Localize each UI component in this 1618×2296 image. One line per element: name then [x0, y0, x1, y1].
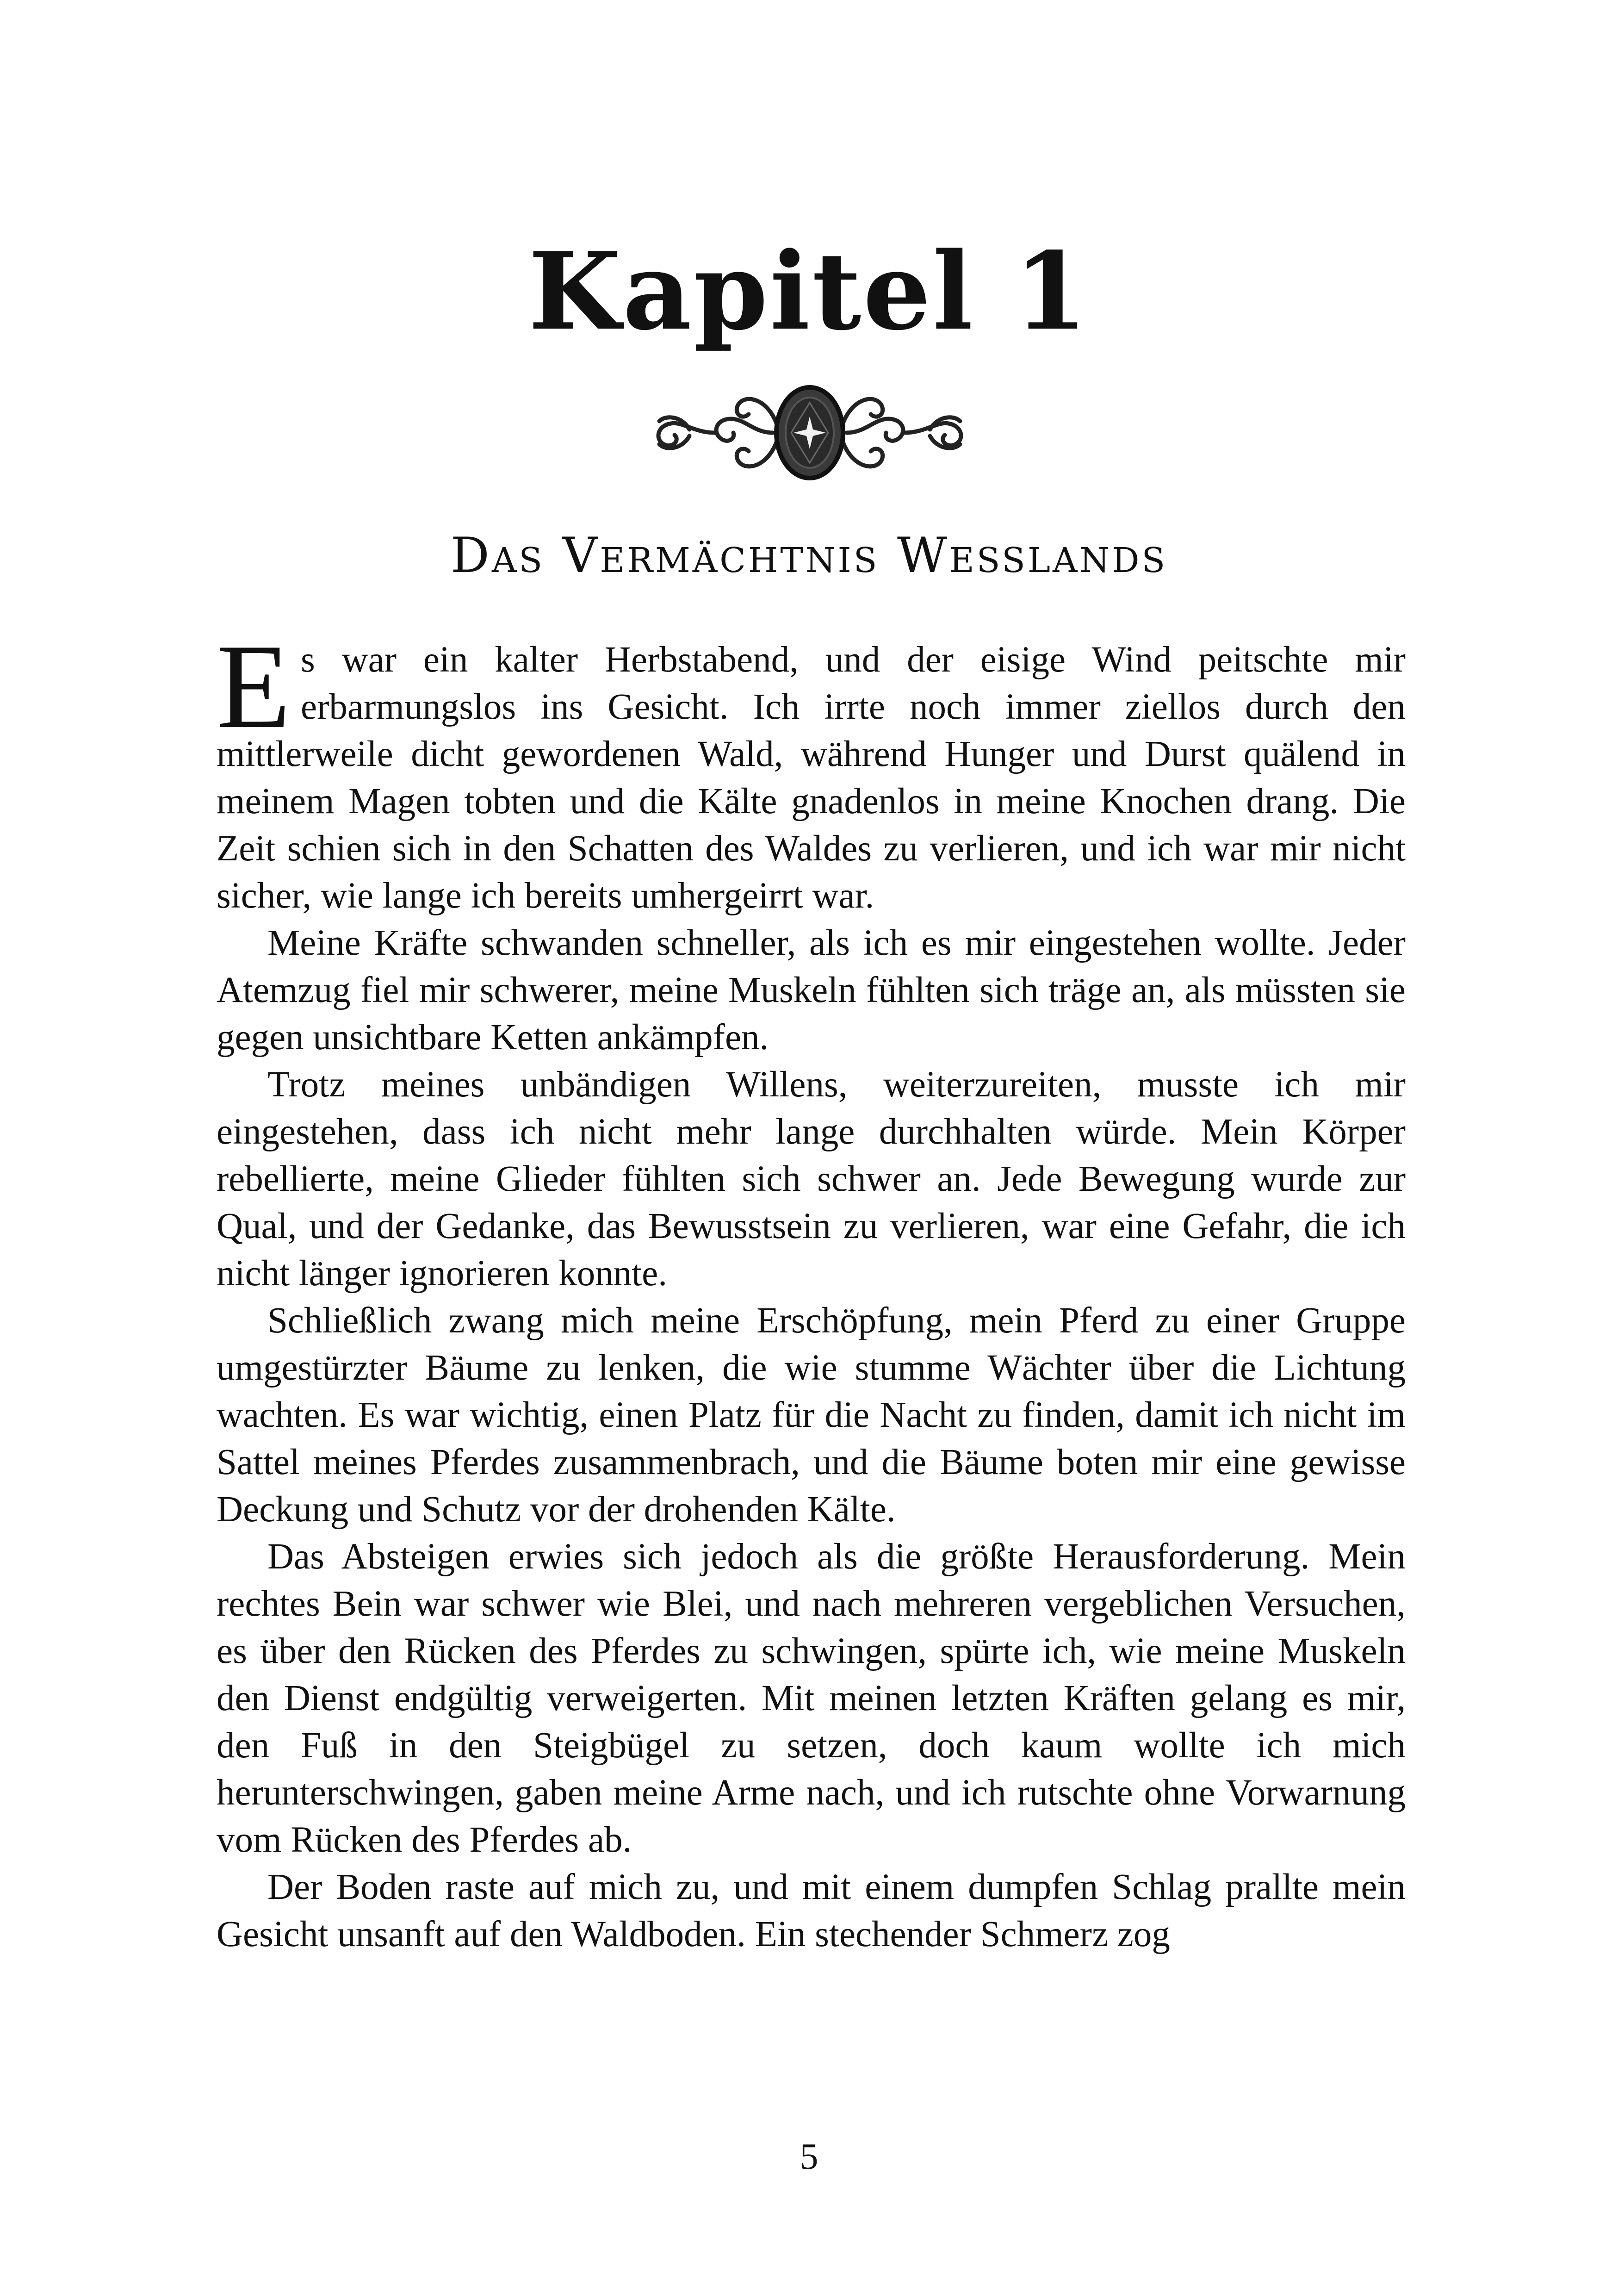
paragraph: Das Absteigen erwies sich jedoch als die größte Herausforderung. Mein rechtes Bein war schwer wie Blei, und nach mehreren vergeblichen Versuchen, es über den Rücken des Pferdes zu schwingen, spürte ich, wie meine Muskeln den Dienst endgültig verweigerten. Mit meinen letzten Kräften gelang es mir, den Fuß in den Steigbügel zu setzen, doch kaum wollte ich mich herunterschwingen, gaben meine Arme nach, und ich rutschte ohne Vorwarnung vom Rücken des Pferdes ab. — [217, 1537, 1406, 1860]
chapter-subtitle: Das Vermächtnis Wesslands — [450, 527, 1168, 584]
paragraph-text: s war ein kalter Herbstabend, und der eisige Wind peitschte mir erbarmungslos ins Gesicht. Ich irrte noch immer ziellos durch den mittlerweile dicht gewordenen Wald, während Hunger und Durst quälend in meinem Magen tobten und die Kälte gnadenlos in meine Knochen drang. Die Zeit schien sich in den Schatten des Waldes zu verlieren, und ich war mir nicht sicher, wie lange ich bereits umhergeirrt war. — [217, 640, 1406, 916]
paragraph: Der Boden raste auf mich zu, und mit einem dumpfen Schlag prallte mein Gesicht unsanft auf den Waldboden. Ein stechender Schmerz zog — [217, 1867, 1406, 1954]
gem-scroll-ornament-icon — [639, 370, 981, 495]
paragraph: Schließlich zwang mich meine Erschöpfung, mein Pferd zu einer Gruppe umgestürzter Bäume zu lenken, die wie stumme Wächter über die Lichtung wachten. Es war wichtig, einen Platz für die Nacht zu finden, damit ich nicht im Sattel meines Pferdes zusammenbrach, und die Bäume boten mir eine gewisse Deckung und Schutz vor der drohenden Kälte. — [217, 1300, 1406, 1530]
page-number: 5 — [800, 2136, 818, 2177]
paragraph: Meine Kräfte schwanden schneller, als ich es mir eingestehen wollte. Jeder Atemzug fiel mir schwerer, meine Muskeln fühlten sich träge an, als müssten sie gegen unsichtbare Ketten ankämpfen. — [217, 923, 1406, 1058]
paragraph — [217, 619, 1406, 920]
dropcap: E — [217, 619, 291, 753]
chapter-title: Kapitel 1 — [528, 229, 1090, 354]
paragraph: Trotz meines unbändigen Willens, weiterzureiten, musste ich mir eingestehen, dass ich nicht mehr lange durchhalten würde. Mein Körper rebellierte, meine Glieder fühlten sich schwer an. Jede Bewegung wurde zur Qual, und der Gedanke, das Bewusstsein zu verlieren, war eine Gefahr, die ich nicht länger ignorieren konnte. — [217, 1064, 1406, 1294]
chapter-body — [217, 619, 1406, 1958]
